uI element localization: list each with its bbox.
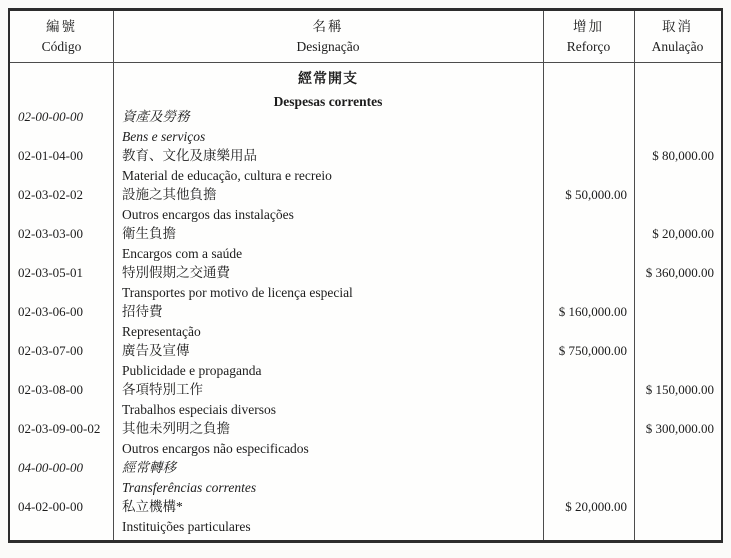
table-row: [10, 458, 721, 497]
designation-cell: [113, 380, 543, 419]
code-cell: 02-03-09-00-02: [18, 421, 101, 436]
designation-zh: 設施之其他負擔: [122, 187, 217, 202]
designation-cell: [113, 419, 543, 458]
designation-cell: [113, 107, 543, 146]
anulacao-amount-cell: [634, 302, 721, 341]
section-title-zh: 經常開支: [298, 72, 358, 87]
column-header-increase-pt: Reforço: [566, 39, 611, 54]
table-row: [10, 419, 721, 458]
designation-zh: 衛生負擔: [122, 226, 176, 241]
code-cell: 02-03-06-00: [18, 304, 83, 319]
anulacao-amount-cell: $ 360,000.00: [645, 265, 714, 280]
column-header-designation-zh: 名稱: [312, 19, 344, 34]
code-cell: 02-01-04-00: [18, 148, 83, 163]
code-cell: 02-03-07-00: [18, 343, 83, 358]
anulacao-amount-cell: $ 150,000.00: [645, 382, 714, 397]
designation-cell: [113, 497, 543, 536]
designation-pt: Bens e serviços: [122, 128, 206, 144]
designation-zh: 教育、文化及康樂用品: [122, 148, 257, 163]
table-rows: [10, 107, 721, 536]
designation-pt: Trabalhos especiais diversos: [122, 401, 276, 417]
designation-zh: 其他未列明之負擔: [122, 421, 230, 436]
section-title-anulacao-cell: [634, 68, 721, 112]
code-cell: 02-03-02-02: [18, 187, 83, 202]
anulacao-amount-cell: [634, 341, 721, 380]
column-header-cancellation-pt: Anulação: [651, 39, 704, 54]
designation-cell: [113, 224, 543, 263]
designation-pt: Material de educação, cultura e recreio: [122, 167, 332, 183]
code-cell: 04-02-00-00: [18, 499, 83, 514]
table-row: [10, 224, 721, 263]
column-header-designation-pt: Designação: [296, 39, 360, 54]
table-row: [10, 302, 721, 341]
designation-pt: Transferências correntes: [122, 479, 257, 495]
column-header-code-zh: 編號: [46, 19, 77, 34]
designation-zh: 招待費: [122, 304, 163, 319]
code-cell: 02-00-00-00: [18, 109, 83, 124]
column-divider: [634, 11, 635, 540]
designation-zh: 資產及勞務: [122, 109, 190, 124]
designation-pt: Encargos com a saúde: [122, 245, 243, 261]
code-cell: 02-03-05-01: [18, 265, 83, 280]
budget-amendment-table: [8, 8, 723, 543]
column-header-increase-zh: 增加: [573, 19, 604, 34]
anulacao-amount-cell: [634, 185, 721, 224]
anulacao-amount-cell: [634, 107, 721, 146]
reforco-amount-cell: $ 750,000.00: [558, 343, 627, 358]
section-title-reforco-cell: [543, 68, 634, 112]
table-row: [10, 185, 721, 224]
designation-cell: [113, 146, 543, 185]
column-header-code: [10, 11, 113, 62]
reforco-amount-cell: [543, 263, 634, 302]
designation-pt: Publicidade e propaganda: [122, 362, 262, 378]
column-header-increase: [543, 11, 634, 62]
table-row: [10, 263, 721, 302]
column-header-code-pt: Código: [41, 39, 82, 54]
code-cell: 02-03-03-00: [18, 226, 83, 241]
reforco-amount-cell: [543, 224, 634, 263]
column-divider: [543, 11, 544, 540]
designation-zh: 各項特別工作: [122, 382, 203, 397]
anulacao-amount-cell: [634, 497, 721, 536]
reforco-amount-cell: [543, 458, 634, 497]
designation-pt: Instituições particulares: [122, 518, 251, 534]
column-header-cancellation-zh: 取消: [662, 19, 693, 34]
column-header-designation: [113, 11, 543, 62]
table-row: [10, 380, 721, 419]
designation-cell: [113, 341, 543, 380]
reforco-amount-cell: [543, 419, 634, 458]
code-cell: 04-00-00-00: [18, 460, 83, 475]
reforco-amount-cell: [543, 146, 634, 185]
reforco-amount-cell: $ 160,000.00: [558, 304, 627, 319]
designation-pt: Transportes por motivo de licença especial: [122, 284, 353, 300]
table-row: [10, 107, 721, 146]
code-cell: 02-03-08-00: [18, 382, 83, 397]
table-header-row: [10, 11, 721, 63]
section-title-code-cell: [10, 68, 113, 112]
anulacao-amount-cell: $ 20,000.00: [652, 226, 714, 241]
section-title: [113, 68, 543, 112]
column-divider: [113, 11, 114, 540]
anulacao-amount-cell: $ 300,000.00: [645, 421, 714, 436]
column-header-cancellation: [634, 11, 721, 62]
table-row: [10, 341, 721, 380]
designation-pt: Outros encargos das instalações: [122, 206, 294, 222]
reforco-amount-cell: [543, 107, 634, 146]
designation-pt: Outros encargos não especificados: [122, 440, 309, 456]
designation-cell: [113, 185, 543, 224]
reforco-amount-cell: $ 50,000.00: [565, 187, 627, 202]
designation-zh: 特別假期之交通費: [122, 265, 230, 280]
reforco-amount-cell: $ 20,000.00: [565, 499, 627, 514]
table-row: [10, 497, 721, 536]
reforco-amount-cell: [543, 380, 634, 419]
designation-zh: 私立機構*: [122, 499, 183, 514]
designation-cell: [113, 458, 543, 497]
anulacao-amount-cell: $ 80,000.00: [652, 148, 714, 163]
designation-zh: 經常轉移: [122, 460, 176, 475]
section-title-row: [10, 68, 721, 107]
section-title-pt: Despesas correntes: [273, 94, 383, 109]
table-row: [10, 146, 721, 185]
table-body: [10, 63, 721, 536]
designation-pt: Representação: [122, 323, 201, 339]
designation-zh: 廣告及宣傳: [122, 343, 190, 358]
designation-cell: [113, 302, 543, 341]
anulacao-amount-cell: [634, 458, 721, 497]
designation-cell: [113, 263, 543, 302]
